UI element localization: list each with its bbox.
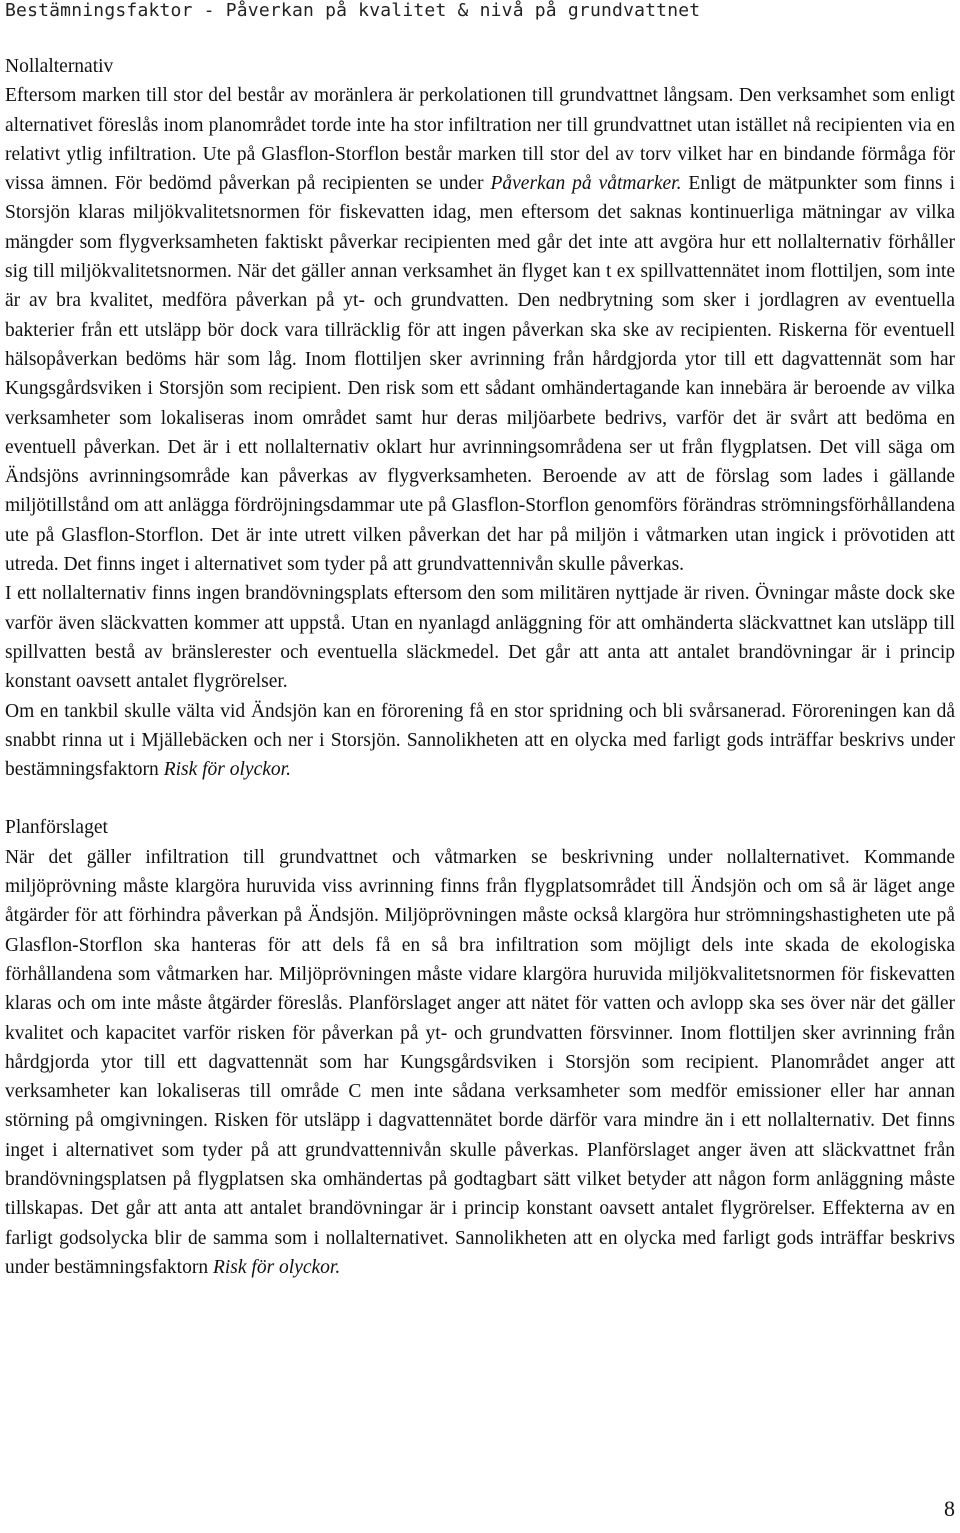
paragraph <box>5 697 955 785</box>
section-heading-planforslaget: Planförslaget <box>5 817 108 839</box>
paragraph <box>5 843 955 1282</box>
paragraph-text: Om en tankbil skulle välta vid Ändsjön kan en förorening få en stor spridning och bli svårsanerad. Föroreningen kan då snabbt rinna ut i Mjällebäcken och ner i Storsjön. Sannolikheten att en olycka med farligt gods inträffar beskrivs under bestämningsfaktorn <box>5 700 955 781</box>
paragraph-text: Enligt de mätpunkter som finns i Storsjön klaras miljökvalitetsnormen för fiskevatten idag, men eftersom det saknas kontinuerliga mätningar av vilka mängder som flygverksamheten faktiskt påverkar recipienten med går det inte att avgöra hur ett nollalternativ förhåller sig till miljökvalitetsnormen. När det gäller annan verksamhet än flyget kan t ex spillvattennätet inom flottiljen, som inte är av bra kvalitet, medföra påverkan på yt- och grundvatten. Den nedbrytning som sker i jordlagren av eventuella bakterier från ett utsläpp bör dock vara tillräcklig för att ingen påverkan ska ske av recipienten. Riskerna för eventuell hälsopåverkan bedöms här som låg. Inom flottiljen sker avrinning från hårdgjorda ytor till ett dagvattennät som har Kungsgårdsviken i Storsjön som recipient. Den risk som ett sådant omhändertagande kan innebära är beroende av vilka verksamheter som lokaliseras inom området samt hur deras miljöarbete bedrivs, varför det är svårt att bedöma en eventuell påverkan. Det är i ett nollalternativ oklart hur avrinningsområdena ser ut från flygplatsen. Det vill säga om Ändsjöns avrinningsområde kan påverkas av flygverksamheten. Beroende av att de förslag som lades i gällande miljötillstånd om att anlägga fördröjningsdammar ute på Glasflon-Storflon genomförs förändras strömningsförhållandena ute på Glasflon-Storflon. Det är inte utrett vilken påverkan det har på miljön i våtmarken utan ingick i prövotiden att utreda. Det finns inget i alternativet som tyder på att grundvattennivån skulle påverkas. <box>5 173 955 576</box>
paragraph-italic: Risk för olyckor. <box>163 759 291 781</box>
document-page <box>5 0 955 1282</box>
paragraph-italic: Risk för olyckor. <box>212 1256 341 1278</box>
section-heading-nollalternativ: Nollalternativ <box>5 56 114 77</box>
paragraph <box>5 81 955 579</box>
paragraph-text: Eftersom marken till stor del består av moränlera är perkolationen till grundvattnet långsam. Den verksamhet som enligt alternativet föreslås inom planområdet torde inte ha stor infiltration ner till grundvattnet utan istället nå recipienten via en relativt ytlig infiltration. Ute på Glasflon-Storflon består marken till stor del av torv vilket har en bindande förmåga för vissa ämnen. För bedömd påverkan på recipienten se under <box>5 85 955 195</box>
page-number: 8 <box>944 1496 955 1521</box>
paragraph-text: När det gäller infiltration till grundvattnet och våtmarken se beskrivning under nollalternativet. Kommande miljöprövning måste klargöra huruvida viss avrinning finns från flygplatsområdet till Ändsjön och om så är läget ange åtgärder för att förhindra påverkan på Ändsjön. Miljöprövningen måste också klargöra hur strömningshastigheten ute på Glasflon-Storflon ska hanteras för att dels få en så bra infiltration som möjligt dels inte skada de ekologiska förhållandena som våtmarken har. Miljöprövningen måste vidare klargöra huruvida miljökvalitetsnormen för fiskevatten klaras och om inte måste åtgärder föreslås. Planförslaget anger att nätet för vatten och avlopp ska ses över när det gäller kvalitet och kapacitet varför risken för påverkan på yt- och grundvatten försvinner. Inom flottiljen sker avrinning från hårdgjorda ytor till ett dagvattennät som har Kungsgårdsviken i Storsjön som recipient. Planområdet anger att verksamheter kan lokaliseras till område C men inte sådana verksamheter som medför emissioner eller har annan störning på omgivningen. Risken för utsläpp i dagvattennätet borde därför vara mindre än i ett nollalternativ. Det finns inget i alternativet som tyder på att grundvattennivån skulle påverkas. Planförslaget anger även att släckvattnet från brandövningsplatsen på flygplatsen ska omhändertas på godtagbart sätt vilket betyder att någon form anläggning måste tillskapas. Det går att anta att antalet brandövningar är i princip konstant oavsett antalet flygrörelser. Effekterna av en farligt godsolycka blir de samma som i nollalternativet. Sannolikheten att en olycka med farligt gods inträffar beskrivs under bestämningsfaktorn <box>5 846 955 1278</box>
page-header: Bestämningsfaktor - Påverkan på kvalitet & nivå på grundvattnet <box>5 0 701 21</box>
paragraph <box>5 579 955 696</box>
paragraph-italic: Påverkan på våtmarker. <box>490 173 682 195</box>
paragraph-text: I ett nollalternativ finns ingen brandövningsplats eftersom den som militären nyttjade är riven. Övningar måste dock ske varför även släckvatten kommer att uppstå. Utan en nyanlagd anläggning för att omhänderta släckvattnet kan utsläpp till spillvatten bestå av bränslerester och eventuella släckmedel. Det går att anta att antalet brandövningar är i princip konstant oavsett antalet flygrörelser. <box>5 583 955 693</box>
